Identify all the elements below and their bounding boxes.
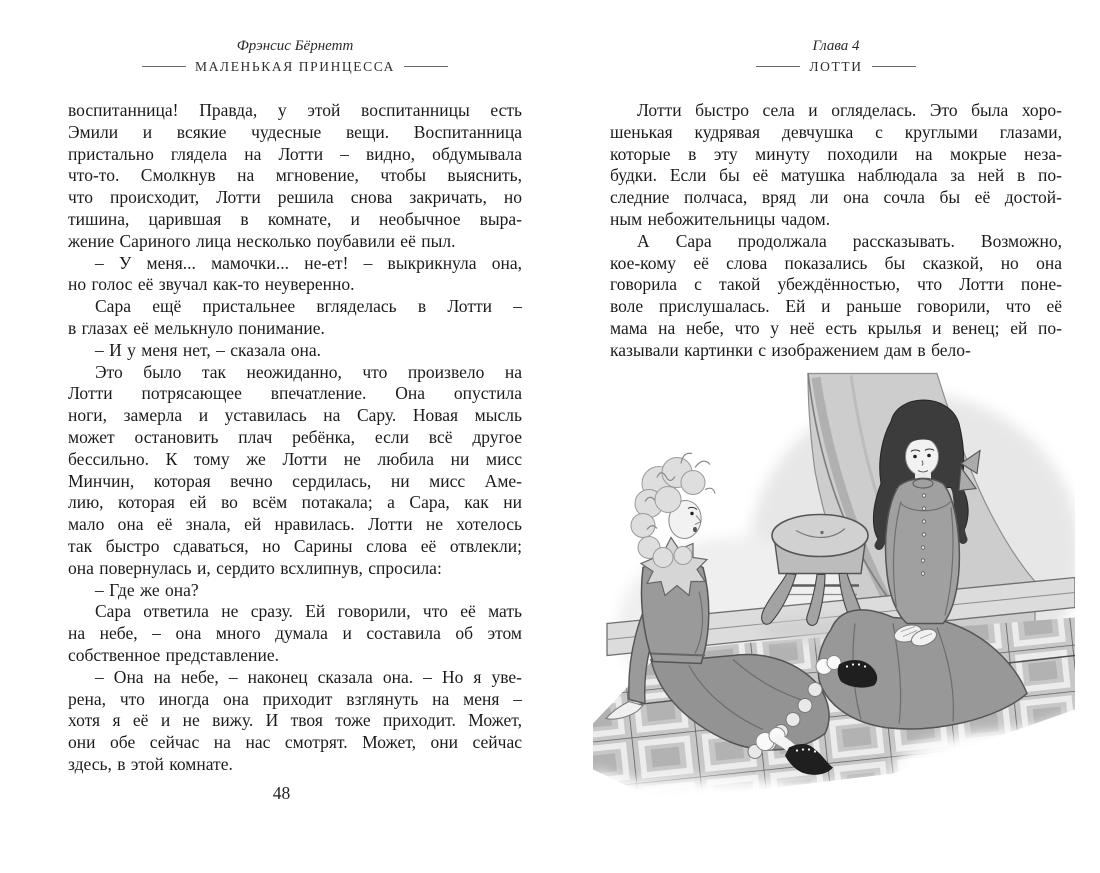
text-line: что происходит, Лотти решила снова закричать, но (68, 187, 522, 208)
text-line: воле прислушалась. Ей и раньше говорили, что её (610, 296, 1062, 317)
paragraph (68, 601, 522, 666)
running-head-title-row (68, 57, 522, 76)
text-line: бессильно. К тому же Лотти не любила ни мисс (68, 448, 522, 469)
text-line: Минчин, которая вечно сердилась, ни мисс Аме- (68, 470, 522, 491)
text-line: мало она её знала, ей нравилась. Лотти не хотелось (68, 514, 522, 535)
page-number: 48 (272, 783, 291, 803)
text-line: Это было так неожиданно, что произвело на (95, 361, 522, 382)
text-line: хотя я её и не вижу. И твоя тоже приходит. Может, (68, 710, 522, 731)
running-head-chapter: Глава 4 (812, 38, 860, 54)
text-line: Лотти быстро села и огляделась. Это была хоро- (637, 100, 1062, 120)
paragraph (68, 253, 522, 297)
text-line: Эмили и всякие чудесные вещи. Воспитанница (68, 121, 522, 142)
paragraph (68, 362, 522, 580)
left-running-head (68, 36, 522, 76)
head-rule-right (872, 66, 916, 67)
running-head-title: ЛОТТИ (809, 59, 863, 74)
text-line: что-то. Смолкнув на мгновение, чтобы выяснить, (68, 165, 522, 186)
text-line: но голос её звучал как-то неуверенно. (68, 274, 355, 295)
paragraph (68, 100, 522, 253)
text-line: рена, что иногда она приходит взглянуть на меня – (68, 688, 522, 709)
text-line: на небе, – она много думала и составила об этом (68, 623, 522, 644)
text-line: – Где же она? (95, 579, 199, 600)
text-line: будки. Если бы её матушка наблюдала за ней в по- (610, 165, 1062, 186)
paragraph (68, 296, 522, 340)
text-line: – У меня... мамочки... не-ет! – выкрикнула она, (95, 252, 522, 273)
head-rule-right (404, 66, 448, 67)
paragraph (610, 100, 1062, 231)
right-page-body (610, 100, 1062, 362)
text-line: она повернулась и, сердито всхлипнув, спросила: (68, 557, 442, 578)
text-line: – Она на небе, – наконец сказала она. – Но я уве- (95, 666, 522, 687)
text-line: они обе сейчас на нас смотрят. Может, они сейчас (68, 732, 522, 753)
text-line: лию, которая ей во всём потакала; а Сара, как ни (68, 492, 522, 513)
text-line: так быстро сдаваться, но Сарины слова её отвлекли; (68, 535, 522, 556)
text-line: воспитанница! Правда, у этой воспитанницы есть (68, 100, 522, 120)
left-page-body (68, 100, 522, 776)
right-running-head (610, 36, 1062, 76)
running-head-title: МАЛЕНЬКАЯ ПРИНЦЕССА (194, 59, 396, 74)
text-line: следние полчаса, вряд ли она сочла бы её достой- (610, 187, 1062, 208)
text-line: ноги, замерла и уставилась на Сару. Новая мысль (68, 405, 522, 426)
text-line: – И у меня нет, – сказала она. (95, 339, 321, 360)
text-line: в глазах её мелькнуло понимание. (68, 317, 325, 338)
text-line: А Сара продолжала рассказывать. Возможно, (637, 230, 1062, 251)
paragraph (68, 340, 522, 362)
text-line: собственное представление. (68, 644, 279, 665)
running-head-author: Фрэнсис Бёрнетт (236, 38, 354, 54)
text-line: кое-кому её слова показались бы сказкой, но она (610, 252, 1062, 273)
text-line: казывали картинки с изображением дам в бело- (610, 339, 971, 360)
text-line: пристально глядела на Лотти – видно, обдумывала (68, 143, 522, 164)
left-page (68, 36, 522, 776)
running-head-title-row (610, 57, 1062, 76)
text-line: шенькая кудрявая девчушка с круглыми глазами, (610, 121, 1062, 142)
book-illustration (593, 370, 1075, 818)
text-line: Сара ещё пристальнее вгляделась в Лотти – (95, 296, 522, 317)
text-line: которые в эту минуту походили на мокрые неза- (610, 143, 1062, 164)
head-rule-left (756, 66, 800, 67)
text-line: говорила с такой убеждённостью, что Лотти поне- (610, 274, 1062, 295)
text-line: мама на небе, что у неё есть крылья и венец; ей по- (610, 317, 1062, 338)
right-page (610, 36, 1062, 362)
text-line: жение Сариного лица несколько поубавили её пыл. (68, 230, 456, 251)
paragraph (610, 231, 1062, 362)
text-line: здесь, в этой комнате. (68, 753, 233, 774)
text-line: Лотти потрясающее впечатление. Она опустила (68, 383, 522, 404)
text-line: ным небожительницы чадом. (610, 208, 831, 229)
text-line: может остановить плач ребёнка, если всё другое (68, 426, 522, 447)
paragraph (68, 667, 522, 776)
paragraph (68, 580, 522, 602)
text-line: тишина, царившая в комнате, и необычное выра- (68, 208, 522, 229)
text-line: Сара ответила не сразу. Ей говорили, что её мать (95, 601, 522, 622)
head-rule-left (142, 66, 186, 67)
